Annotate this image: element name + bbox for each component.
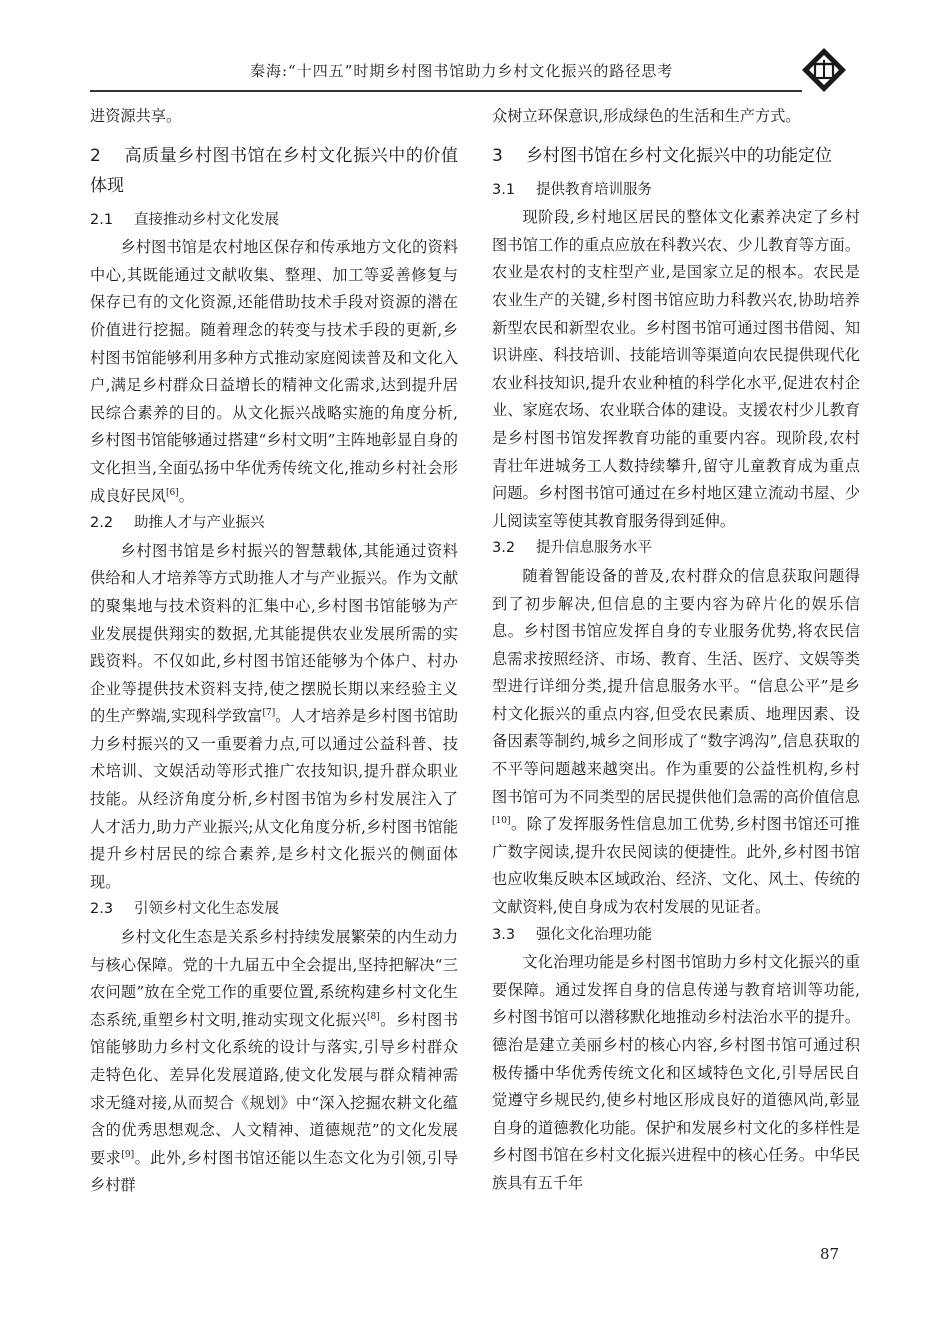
subsection-title: 强化文化治理功能 (536, 926, 652, 943)
citation-ref: [9] (121, 1149, 135, 1160)
subsection-number: 3.3 (492, 926, 516, 943)
running-title: 秦海:“十四五”时期乡村图书馆助力乡村文化振兴的路径思考 (250, 62, 674, 80)
paragraph-text: 随着智能设备的普及,农村群众的信息获取问题得到了初步解决,但信息的主要内容为碎片化的娱乐信息。乡村图书馆应发挥自身的专业服务优势,将农民信息需求按照经济、市场、教育、生活、医疗、文娱等类型进行详细分类,提升信息服务水平。“信息公平”是乡村文化振兴的重点内容,但受农民素质、地理因素、设备因素等制约,城乡之间形成了“数字鸿沟”,信息获取的不平等问题越来越突出。作为重要的公益性机构,乡村图书馆可为不同类型的居民提供他们急需的高价值信息 (492, 566, 860, 806)
subsection-title: 助推人才与产业振兴 (134, 515, 265, 532)
subsection-3-2-heading (492, 535, 860, 563)
paragraph (90, 538, 458, 897)
left-column (90, 103, 458, 1200)
subsection-number: 3.1 (492, 181, 516, 198)
paragraph-text-rest: 。人才培养是乡村图书馆助力乡村振兴的又一重要着力点,可以通过公益科普、技术培训、文娱活动等形式推广农技知识,提升群众职业技能。从经济角度分析,乡村图书馆为乡村发展注入了人才活力,助力产业振兴;从文化角度分析,乡村图书馆能提升乡村居民的综合素养,是乡村文化振兴的侧面体现。 (90, 707, 459, 891)
page-number: 87 (820, 1245, 840, 1263)
citation-ref: [7] (262, 708, 276, 719)
paragraph-text: 乡村图书馆是农村地区保存和传承地方文化的资料中心,其既能通过文献收集、整理、加工等妥善修复与保存已有的文化资源,还能借助技术手段对资源的潜在价值进行挖掘。随着理念的转变与技术手段的更新,乡村图书馆能够利用多种方式推动家庭阅读普及和文化入户,满足乡村群众日益增长的精神文化需求,达到提升居民综合素养的目的。从文化振兴战略实施的角度分析,乡村图书馆能够通过搭建“乡村文明”主阵地彰显自身的文化担当,全面弘扬中华优秀传统文化,推动乡村社会形成良好民风 (90, 238, 458, 505)
section-3-heading (492, 141, 860, 171)
citation-ref: [10] (492, 816, 511, 827)
paragraph-text: 乡村文化生态是关系乡村持续发展繁荣的内生动力与核心保障。党的十九届五中全会提出,坚持把解决“三农问题”放在全党工作的重要位置,系统构建乡村文化生态系统,重塑乡村文明,推动实现文化振兴 (90, 928, 458, 1029)
paragraph-text: 乡村图书馆是乡村振兴的智慧载体,其能通过资料供给和人才培养等方式助推人才与产业振兴。作为文献的聚集地与技术资料的汇集中心,乡村图书馆能够为产业发展提供翔实的数据,尤其能提供农业发展所需的实践资料。不仅如此,乡村图书馆还能够为个体户、村办企业等提供技术资料支持,使之摆脱长期以来经验主义的生产弊端,实现科学致富 (90, 541, 458, 726)
page-header (0, 0, 950, 100)
paragraph-continued: 进资源共享。 (90, 107, 182, 125)
subsection-title: 引领乡村文化生态发展 (134, 901, 279, 918)
paragraph-text-rest: 。此外,乡村图书馆还能以生态文化为引领,引导乡村群 (90, 1148, 459, 1195)
paragraph (492, 563, 860, 922)
section-2-heading (90, 141, 458, 201)
section-title: 乡村图书馆在乡村文化振兴中的功能定位 (526, 145, 832, 166)
section-number: 3 (492, 145, 503, 166)
paragraph-text-mid: 。乡村图书馆能够助力乡村文化系统的设计与落实,引导乡村群众走特色化、差异化发展道路,使文化发展与群众精神需求无缝对接,从而契合《规划》中“深入挖掘农耕文化蕴含的优秀思想观念、人文精神、道德规范”的文化发展要求 (90, 1010, 459, 1167)
paragraph: 文化治理功能是乡村图书馆助力乡村文化振兴的重要保障。通过发挥自身的信息传递与教育培训等功能,乡村图书馆可以潜移默化地推动乡村法治水平的提升。德治是建立美丽乡村的核心内容,乡村图书馆可通过积极传播中华优秀传统文化和区域特色文化,引导居民自觉遵守乡规民约,使乡村地区形成良好的道德风尚,彰显自身的道德教化功能。保护和发展乡村文化的多样性是乡村图书馆在乡村文化振兴进程中的核心任务。中华民族具有五千年 (492, 953, 860, 1192)
citation-ref: [6] (165, 487, 179, 498)
paragraph-end: 。 (178, 486, 194, 505)
subsection-number: 2.2 (90, 515, 114, 532)
subsection-3-3-heading (492, 922, 860, 950)
subsection-number: 3.2 (492, 540, 516, 557)
header-rule (90, 90, 802, 92)
section-title: 高质量乡村图书馆在乡村文化振兴中的价值体现 (90, 145, 458, 196)
paragraph (90, 924, 458, 1200)
subsection-2-1-heading (90, 207, 458, 235)
paragraph-text-rest: 。除了发挥服务性信息加工优势,乡村图书馆还可推广数字阅读,提升农民阅读的便捷性。此外,乡村图书馆也应收集反映本区域政治、经济、文化、风土、传统的文献资料,使自身成为农村发展的见证者。 (492, 815, 860, 917)
subsection-title: 提升信息服务水平 (536, 540, 652, 557)
subsection-3-1-heading (492, 177, 860, 205)
paragraph (90, 234, 458, 510)
paragraph-continued: 众树立环保意识,形成绿色的生活和生产方式。 (492, 107, 801, 125)
subsection-title: 提供教育培训服务 (536, 181, 652, 198)
journal-logo-icon (800, 46, 848, 94)
section-number: 2 (90, 145, 101, 166)
subsection-2-3-heading (90, 896, 458, 924)
right-column (492, 103, 860, 1198)
subsection-number: 2.1 (90, 211, 114, 228)
citation-ref: [8] (366, 1011, 380, 1022)
subsection-2-2-heading (90, 510, 458, 538)
paragraph: 现阶段,乡村地区居民的整体文化素养决定了乡村图书馆工作的重点应放在科教兴农、少儿教育等方面。农业是农村的支柱型产业,是国家立足的根本。农民是农业生产的关键,乡村图书馆应助力科教兴农,协助培养新型农民和新型农业。乡村图书馆可通过图书借阅、知识讲座、科技培训、技能培训等渠道向农民提供现代化农业科技知识,提升农业种植的科学化水平,促进农村企业、家庭农场、农业联合体的建设。支援农村少儿教育是乡村图书馆发挥教育功能的重要内容。现阶段,农村青壮年进城务工人数持续攀升,留守儿童教育成为重点问题。乡村图书馆可通过在乡村地区建立流动书屋、少儿阅读室等使其教育服务得到延伸。 (492, 208, 860, 530)
subsection-number: 2.3 (90, 901, 114, 918)
subsection-title: 直接推动乡村文化发展 (134, 211, 279, 228)
